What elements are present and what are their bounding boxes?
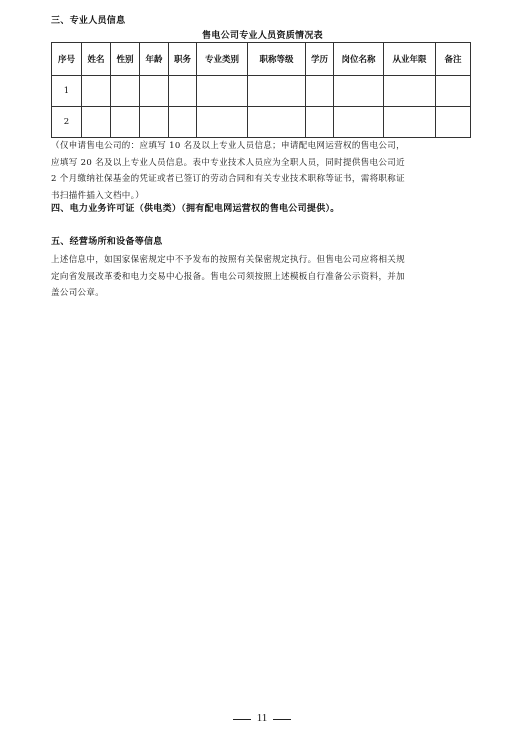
column-header-age: 年龄 (140, 43, 169, 76)
body-line: 上述信息中，如国家保密规定中不予发布的按照有关保密规定执行。但售电公司应将相关规 (51, 255, 406, 265)
table-cell (169, 76, 197, 107)
table-row (52, 107, 471, 138)
column-header-name: 姓名 (82, 43, 111, 76)
table-cell (111, 76, 140, 107)
column-header-gender: 性别 (111, 43, 140, 76)
table-cell (334, 107, 384, 138)
table-cell (140, 76, 169, 107)
page-number-dash-right (273, 719, 291, 720)
section-heading-staff-info: 三、专业人员信息 (51, 16, 126, 26)
table-cell (306, 76, 334, 107)
table-note (51, 138, 481, 204)
table-cell (197, 107, 248, 138)
table-cell (384, 107, 436, 138)
table-cell (82, 76, 111, 107)
table-cell (436, 107, 471, 138)
column-header-remarks: 备注 (436, 43, 471, 76)
table-cell (197, 76, 248, 107)
table-cell (82, 107, 111, 138)
table-note-line: 2 个月缴纳社保基金的凭证或者已签订的劳动合同和有关专业技术职称等证书，需将职称证 (51, 174, 405, 184)
table-note-line: （仅申请售电公司的：应填写 10 名及以上专业人员信息；申请配电网运营权的售电公司， (51, 141, 405, 151)
table-cell (111, 107, 140, 138)
table-cell-index: 1 (52, 76, 82, 107)
column-header-position: 职务 (169, 43, 197, 76)
section-heading-power-license: 四、电力业务许可证（供电类）（拥有配电网运营权的售电公司提供）。 (51, 204, 340, 214)
table-cell (306, 107, 334, 138)
table-cell (436, 76, 471, 107)
table-note-line: 书扫描件插入文档中。） (51, 190, 145, 201)
table-cell (384, 76, 436, 107)
table-header-row (52, 43, 471, 76)
section5-body (51, 252, 481, 302)
table-note-line: 应填写 20 名及以上专业人员信息。表中专业技术人员应为全职人员，同时提供售电公司近 (51, 157, 405, 168)
staff-qualification-table (51, 42, 471, 138)
column-header-specialty: 专业类别 (197, 43, 248, 76)
column-header-title-level: 职称等级 (248, 43, 306, 76)
table-row (52, 76, 471, 107)
table-cell (334, 76, 384, 107)
body-line: 盖公司公章。 (51, 288, 105, 298)
table-cell (140, 107, 169, 138)
table-cell (248, 107, 306, 138)
page-number: 11 (256, 712, 268, 724)
column-header-education: 学历 (306, 43, 334, 76)
table-cell (248, 76, 306, 107)
page-number-dash-left (233, 719, 251, 720)
table-cell-index: 2 (52, 107, 82, 138)
table-title: 售电公司专业人员资质情况表 (202, 31, 323, 41)
body-line: 定向省发展改革委和电力交易中心报备。售电公司须按照上述模板自行准备公示资料，并加 (51, 271, 406, 282)
section-heading-premises-equipment: 五、经营场所和设备等信息 (51, 237, 163, 247)
column-header-index: 序号 (52, 43, 82, 76)
table-cell (169, 107, 197, 138)
column-header-job-name: 岗位名称 (334, 43, 384, 76)
column-header-years: 从业年限 (384, 43, 436, 76)
